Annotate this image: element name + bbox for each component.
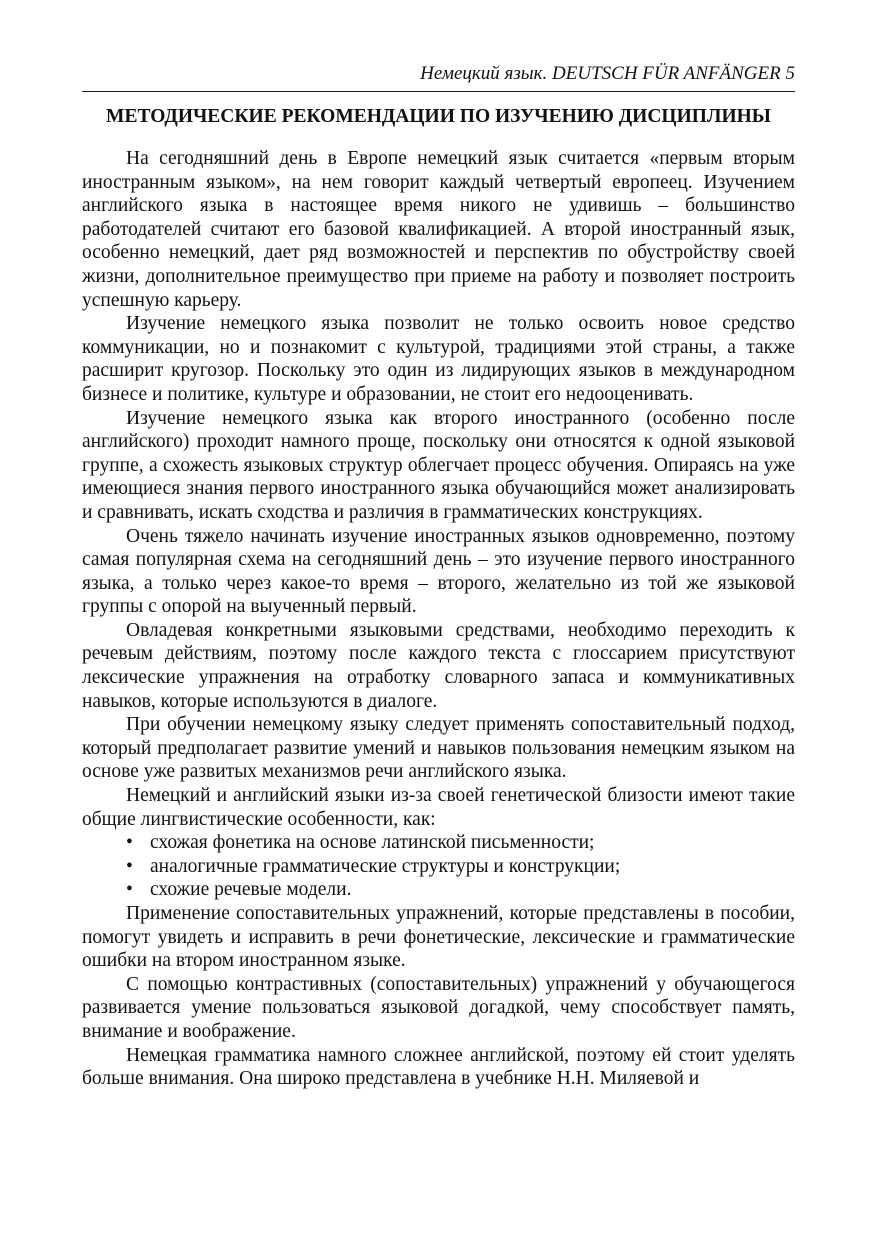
bullet-icon: • <box>126 832 133 854</box>
bullet-icon: • <box>126 855 133 877</box>
list-item-text: схожая фонетика на основе латинской письменности; <box>150 832 595 854</box>
paragraph: При обучении немецкому языку следует применять сопоставительный подход, который предполагает развитие умений и навыков пользования немецким языком на основе уже развитых механизмов речи английского языка. <box>82 714 795 783</box>
page-number: 5 <box>785 63 795 84</box>
paragraph: Изучение немецкого языка как второго иностранного (особенно после английского) проходит намного проще, поскольку они относятся к одной языковой группе, а схожесть языковых структур облегчает процесс обучения. Опираясь на уже имеющиеся знания первого иностранного языка обучающийся может анализировать и сравнивать, искать сходства и различия в грамматических конструкциях. <box>82 407 795 523</box>
paragraph: Овладевая конкретными языковыми средствами, необходимо переходить к речевым действиям, поэтому после каждого текста с глоссарием присутствуют лексические упражнения на отработку словарного запаса и коммуникативных навыков, которые используются в диалоге. <box>82 619 795 712</box>
running-header <box>82 62 795 86</box>
paragraph: Немецкий и английский языки из-за своей генетической близости имеют такие общие лингвистические особенности, как: <box>82 785 795 830</box>
paragraph: С помощью контрастивных (сопоставительных) упражнений у обучающегося развивается умение пользоваться языковой догадкой, чему способствует память, внимание и воображение. <box>82 973 795 1042</box>
paragraph: Изучение немецкого языка позволит не только освоить новое средство коммуникации, но и познакомит с культурой, традициями этой страны, а также расширит кругозор. Поскольку это один из лидирующих языков в международном бизнесе и политике, культуре и образовании, не стоит его недооценивать. <box>82 313 795 405</box>
list-item <box>126 855 795 879</box>
running-title: Немецкий язык. DEUTSCH FÜR ANFÄNGER <box>420 63 781 84</box>
header-divider <box>82 91 795 92</box>
section-title: МЕТОДИЧЕСКИЕ РЕКОМЕНДАЦИИ ПО ИЗУЧЕНИЮ ДИСЦИПЛИНЫ <box>106 106 771 127</box>
paragraph: Немецкая грамматика намного сложнее английской, поэтому ей стоит уделять больше внимания. Она широко представлена в учебнике Н.Н. Миляевой и <box>82 1044 795 1090</box>
bullet-icon: • <box>126 879 133 901</box>
list-item <box>126 831 795 855</box>
feature-list <box>82 831 795 902</box>
list-item-text: аналогичные грамматические структуры и конструкции; <box>150 855 621 877</box>
paragraph: Применение сопоставительных упражнений, которые представлены в пособии, помогут увидеть и исправить в речи фонетические, лексические и грамматические ошибки на втором иностранном языке. <box>82 903 795 972</box>
paragraph: Очень тяжело начинать изучение иностранных языков одновременно, поэтому самая популярная схема на сегодняшний день – это изучение первого иностранного языка, а только через какое-то время – второго, желательно из той же языковой группы с опорой на выученный первый. <box>82 525 795 618</box>
list-item-text: схожие речевые модели. <box>150 879 352 901</box>
list-item <box>126 878 795 902</box>
body-text <box>82 147 795 1091</box>
paragraph: На сегодняшний день в Европе немецкий язык считается «первым вторым иностранным языком», на нем говорит каждый четвертый европеец. Изучением английского языка в настоящее время никого не удивишь – большинство работодателей считают его базовой квалификацией. А второй иностранный язык, особенно немецкий, дает ряд возможностей и перспектив по обустройству своей жизни, дополнительное преимущество при приеме на работу и позволяет построить успешную карьеру. <box>82 148 795 311</box>
